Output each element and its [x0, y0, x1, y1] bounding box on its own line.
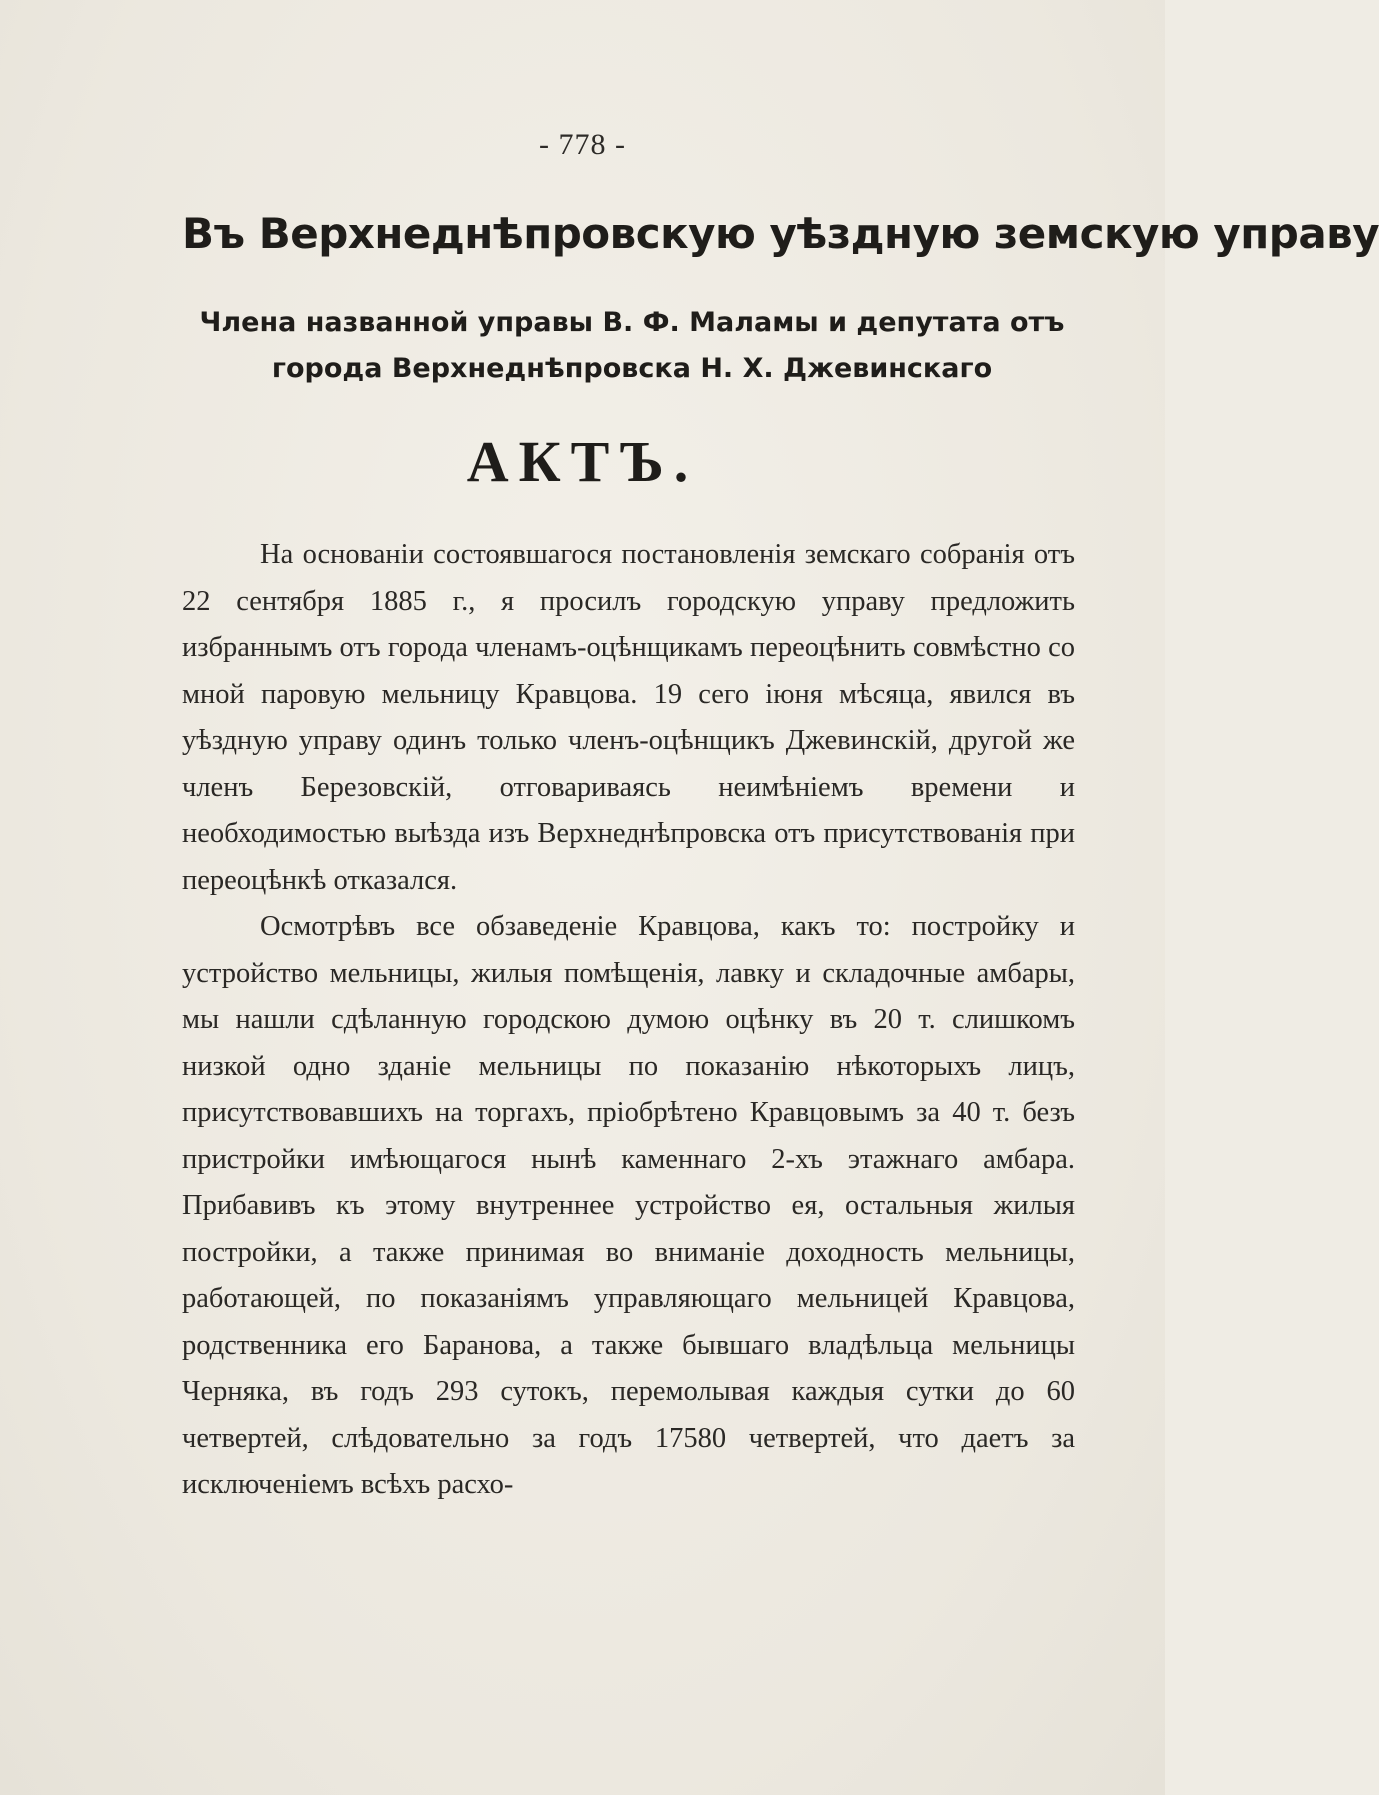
document-subheading: Члена названной управы В. Ф. Маламы и депутата отъ города Верхнеднѣпровска Н. Х. Джевинскаго	[199, 307, 1065, 384]
page-number: - 778 -	[539, 128, 626, 161]
act-title: АКТЪ.	[466, 429, 699, 494]
body-text	[182, 532, 1075, 1509]
document-heading: Въ Верхнеднѣпровскую уѣздную земскую управу	[182, 209, 1379, 258]
paragraph: Осмотрѣвъ все обзаведеніе Кравцова, какъ то: постройку и устройство мельницы, жилыя помѣщенія, лавку и складочные амбары, мы нашли сдѣланную городскою думою оцѣнку въ 20 т. слишкомъ низкой одно зданіе мельницы по показанію нѣкоторыхъ лицъ, присутствовавшихъ на торгахъ, пріобрѣтено Кравцовымъ за 40 т. безъ пристройки имѣющагося нынѣ каменнаго 2-хъ этажнаго амбара. Прибавивъ къ этому внутреннее устройство ея, остальныя жилыя постройки, а также принимая во вниманіе доходность мельницы, работающей, по показаніямъ управляющаго мельницей Кравцова, родственника его Баранова, а также бывшаго владѣльца мельницы Черняка, въ годъ 293 сутокъ, перемолывая каждыя сутки до 60 четвертей, слѣдовательно за годъ 17580 четвертей, что даетъ за исключеніемъ всѣхъ расхо-	[182, 911, 1075, 1500]
paragraph: На основаніи состоявшагося постановленія земскаго собранія отъ 22 сентября 1885 г., я просилъ городскую управу предложить избраннымъ отъ города членамъ-оцѣнщикамъ переоцѣнить совмѣстно со мной паровую мельницу Кравцова. 19 сего іюня мѣсяца, явился въ уѣздную управу одинъ только членъ-оцѣнщикъ Джевинскій, другой же членъ Березовскій, отговариваясь неимѣніемъ времени и необходимостью выѣзда изъ Верхнеднѣпровска отъ присутствованія при переоцѣнкѣ отказался.	[182, 539, 1075, 896]
